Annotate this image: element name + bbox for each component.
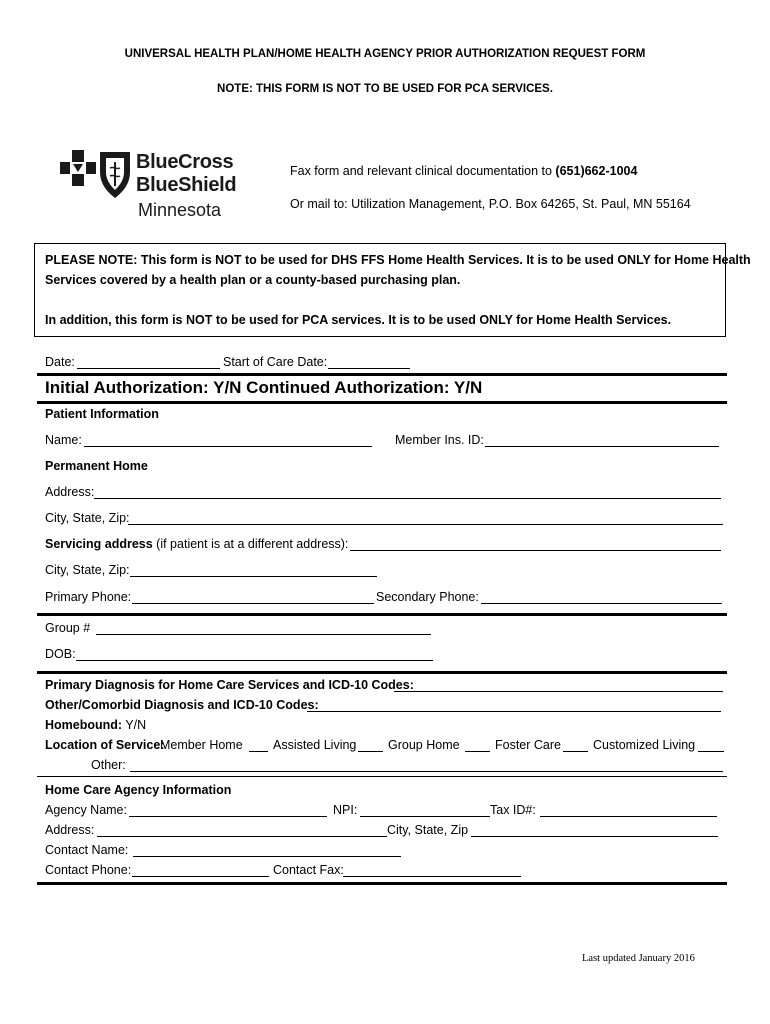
tax-id-label: Tax ID#: (490, 803, 536, 817)
fax-instructions (290, 164, 637, 178)
contact-name-field[interactable] (133, 856, 401, 857)
group-label: Group # (45, 621, 91, 635)
location-member-home: Member Home (160, 738, 243, 752)
divider (37, 613, 727, 616)
agency-name-label: Agency Name: (45, 803, 127, 817)
primary-phone-field[interactable] (132, 603, 374, 604)
location-foster-care: Foster Care (495, 738, 561, 752)
location-customized-living: Customized Living (593, 738, 696, 752)
form-title: UNIVERSAL HEALTH PLAN/HOME HEALTH AGENCY PRIOR AUTHORIZATION REQUEST FORM (124, 48, 646, 60)
bcbs-cross-shield-icon (60, 150, 132, 202)
member-id-field[interactable] (485, 446, 719, 447)
divider (37, 776, 727, 777)
date-field[interactable] (77, 368, 220, 369)
contact-fax-field[interactable] (343, 876, 521, 877)
logo-line-3: Minnesota (138, 200, 222, 220)
secondary-phone-label: Secondary Phone: (376, 590, 479, 604)
permanent-home-heading: Permanent Home (45, 459, 148, 473)
agency-name-field[interactable] (129, 816, 327, 817)
location-foster-care-field[interactable] (563, 751, 588, 752)
servicing-address-bold: Servicing address (45, 537, 153, 551)
location-member-home-field[interactable] (249, 751, 268, 752)
agency-csz-label: City, State, Zip (387, 823, 469, 837)
contact-phone-label: Contact Phone: (45, 863, 132, 877)
city-state-zip-field[interactable] (128, 524, 723, 525)
agency-address-label: Address: (45, 823, 95, 837)
bcbs-logo (60, 148, 250, 223)
primary-diagnosis-field[interactable] (394, 691, 723, 692)
location-customized-living-field[interactable] (698, 751, 724, 752)
servicing-address-field[interactable] (350, 550, 721, 551)
patient-heading: Patient Information (45, 407, 159, 421)
form-subtitle: NOTE: THIS FORM IS NOT TO BE USED FOR PCA SERVICES. (217, 83, 553, 95)
auth-heading: Initial Authorization: Y/N Continued Authorization: Y/N (45, 378, 483, 397)
address-label: Address: (45, 485, 95, 499)
divider (37, 882, 727, 885)
address-field[interactable] (94, 498, 721, 499)
dob-field[interactable] (76, 660, 433, 661)
location-label: Location of Service: (45, 738, 165, 752)
divider (37, 401, 727, 404)
homebound-row (45, 718, 146, 732)
dob-label: DOB: (45, 647, 76, 661)
location-group-home: Group Home (388, 738, 460, 752)
divider (37, 671, 727, 674)
city-state-zip-2-field[interactable] (130, 576, 377, 577)
note-line-3: In addition, this form is NOT to be used for PCA services. It is to be used ONLY for Home Health Services. (45, 313, 672, 327)
date-label: Date: (45, 355, 75, 369)
npi-field[interactable] (360, 816, 490, 817)
location-group-home-field[interactable] (465, 751, 490, 752)
other-location-field[interactable] (130, 771, 723, 772)
divider (37, 373, 727, 376)
servicing-address-label (45, 537, 348, 551)
homebound-value: Y/N (122, 718, 147, 732)
other-diagnosis-label: Other/Comorbid Diagnosis and ICD-10 Codes: (45, 698, 319, 712)
agency-heading: Home Care Agency Information (45, 783, 232, 797)
member-id-label: Member Ins. ID: (395, 433, 484, 447)
name-label: Name: (45, 433, 82, 447)
logo-line-1: BlueCross (136, 151, 234, 173)
city-state-zip-label: City, State, Zip: (45, 511, 130, 525)
homebound-label: Homebound: (45, 718, 123, 732)
npi-label: NPI: (333, 803, 358, 817)
primary-phone-label: Primary Phone: (45, 590, 132, 604)
contact-name-label: Contact Name: (45, 843, 129, 857)
start-care-field[interactable] (328, 368, 410, 369)
note-line-1: PLEASE NOTE: This form is NOT to be used for DHS FFS Home Health Services. It is to be used ONLY for Home Health (45, 253, 751, 267)
city-state-zip-2-label: City, State, Zip: (45, 563, 130, 577)
last-updated: Last updated January 2016 (582, 953, 695, 964)
secondary-phone-field[interactable] (481, 603, 722, 604)
name-field[interactable] (84, 446, 372, 447)
mail-instructions: Or mail to: Utilization Management, P.O. Box 64265, St. Paul, MN 55164 (290, 197, 691, 211)
tax-id-field[interactable] (540, 816, 717, 817)
location-assisted-living: Assisted Living (273, 738, 357, 752)
fax-number: (651)662-1004 (555, 164, 638, 178)
logo-line-2: BlueShield (136, 174, 237, 196)
servicing-address-rest: (if patient is at a different address): (152, 537, 349, 551)
other-diagnosis-field[interactable] (307, 711, 721, 712)
primary-diagnosis-label: Primary Diagnosis for Home Care Services and ICD-10 Codes: (45, 678, 414, 692)
note-line-2: Services covered by a health plan or a county-based purchasing plan. (45, 273, 461, 287)
contact-fax-label: Contact Fax: (273, 863, 344, 877)
agency-address-field[interactable] (97, 836, 387, 837)
start-care-label: Start of Care Date: (223, 355, 328, 369)
fax-text: Fax form and relevant clinical documentation to (290, 164, 556, 178)
agency-csz-field[interactable] (471, 836, 718, 837)
group-field[interactable] (96, 634, 431, 635)
contact-phone-field[interactable] (132, 876, 269, 877)
location-assisted-living-field[interactable] (358, 751, 383, 752)
other-location-label: Other: (91, 758, 126, 772)
